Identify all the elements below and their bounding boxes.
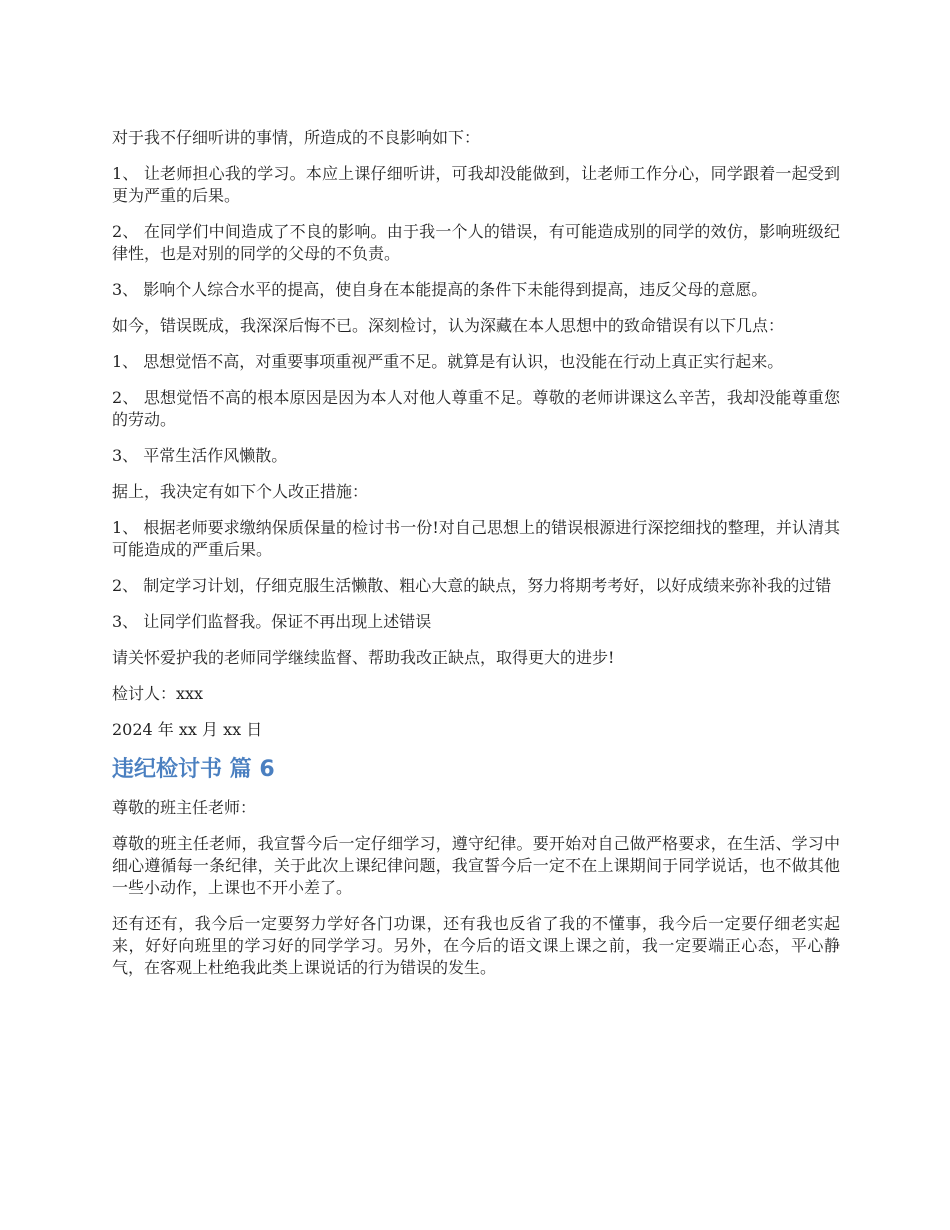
measure-item-2: 2、 制定学习计划，仔细克服生活懒散、粗心大意的缺点，努力将期考考好，以好成绩来弥补我的过错 xyxy=(112,576,832,595)
measure-item-3: 3、 让同学们监督我。保证不再出现上述错误 xyxy=(112,612,432,631)
effect-item-2: 2、 在同学们中间造成了不良的影响。由于我一个人的错误，有可能造成别的同学的效仿，影响班级纪律性，也是对别的同学的父母的不负责。 xyxy=(112,222,840,263)
signature-line: 检讨人：xxx xyxy=(112,684,204,703)
effect-item-1: 1、 让老师担心我的学习。本应上课仔细听讲，可我却没能做到，让老师工作分心，同学跟着一起受到更为严重的后果。 xyxy=(112,164,840,205)
body-paragraph-2: 还有还有，我今后一定要努力学好各门功课，还有我也反省了我的不懂事，我今后一定要仔细老实起来，好好向班里的学习好的同学学习。另外，在今后的语文课上课之前，我一定要端正心态，平心静气，在客观上杜绝我此类上课说话的行为错误的发生。 xyxy=(112,914,840,977)
date-line: 2024 年 xx 月 xx 日 xyxy=(112,720,263,739)
intro-paragraph: 对于我不仔细听讲的事情，所造成的不良影响如下： xyxy=(112,128,481,147)
effect-item-3: 3、 影响个人综合水平的提高，使自身在本能提高的条件下未能得到提高，违反父母的意愿。 xyxy=(112,280,768,299)
fault-item-3: 3、 平常生活作风懒散。 xyxy=(112,446,288,465)
section-heading: 违纪检讨书 篇 6 xyxy=(112,757,275,782)
reflection-paragraph: 如今，错误既成，我深深后悔不已。深刻检讨，认为深藏在本人思想中的致命错误有以下几点： xyxy=(112,316,785,335)
fault-item-1: 1、 思想觉悟不高，对重要事项重视严重不足。就算是有认识，也没能在行动上真正实行起来。 xyxy=(112,352,784,371)
measures-intro: 据上，我决定有如下个人改正措施： xyxy=(112,482,369,501)
fault-item-2: 2、 思想觉悟不高的根本原因是因为本人对他人尊重不足。尊敬的老师讲课这么辛苦，我却没能尊重您的劳动。 xyxy=(112,388,840,429)
measure-item-1: 1、 根据老师要求缴纳保质保量的检讨书一份!对自己思想上的错误根源进行深挖细找的整理，并认清其可能造成的严重后果。 xyxy=(112,518,840,559)
document-page xyxy=(112,127,840,993)
salutation: 尊敬的班主任老师： xyxy=(112,798,257,817)
closing-paragraph: 请关怀爱护我的老师同学继续监督、帮助我改正缺点，取得更大的进步! xyxy=(112,648,615,667)
body-paragraph-1: 尊敬的班主任老师，我宣誓今后一定仔细学习，遵守纪律。要开始对自己做严格要求，在生活、学习中细心遵循每一条纪律，关于此次上课纪律问题，我宣誓今后一定不在上课期间于同学说话，也不做其他一些小动作，上课也不开小差了。 xyxy=(112,834,840,897)
